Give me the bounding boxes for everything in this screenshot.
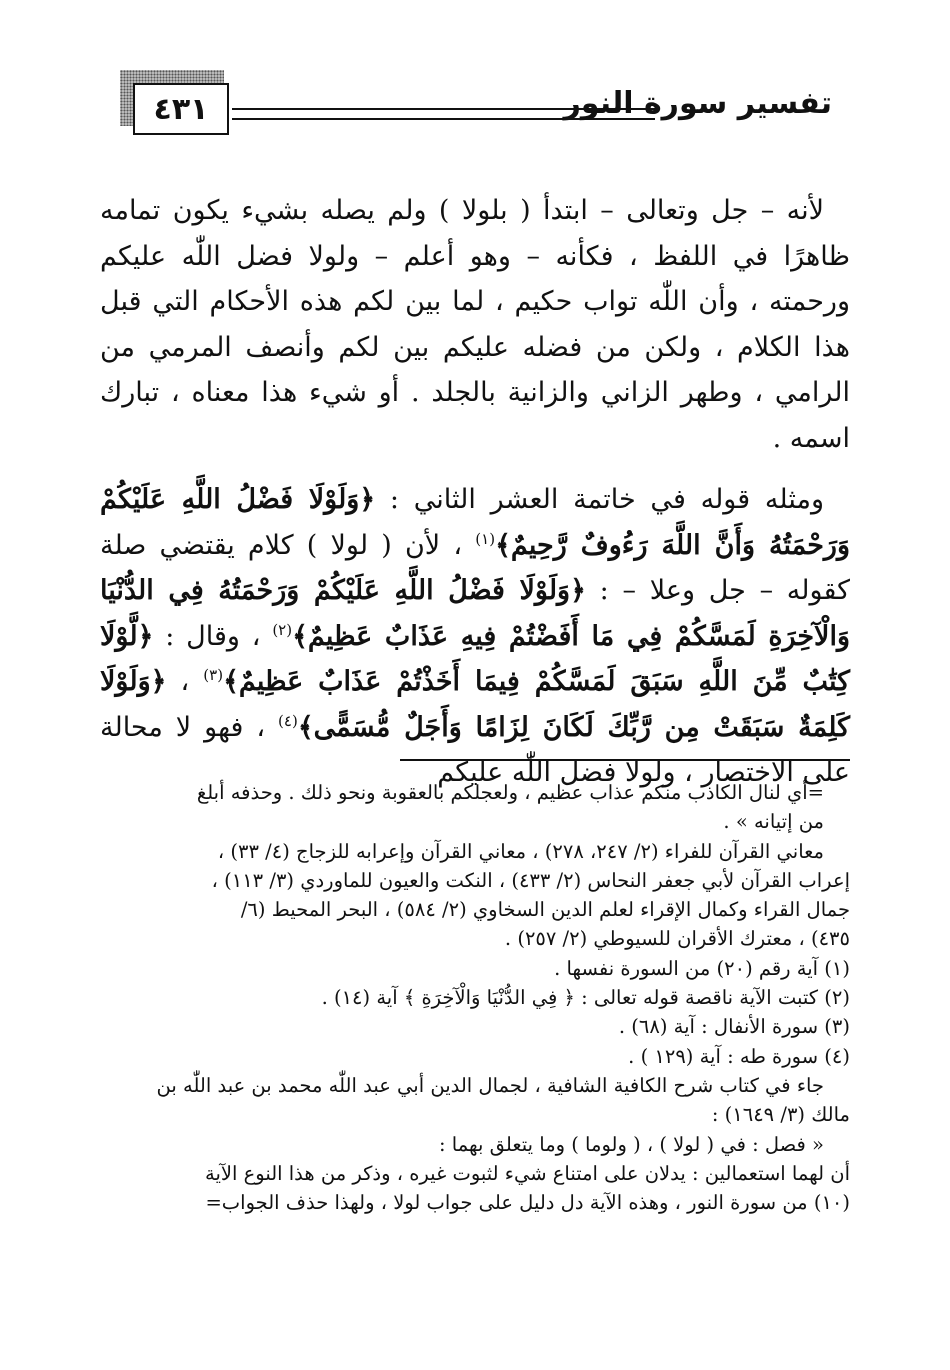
quran-verse-1: ﴿وَلَوْلَا فَضْلُ اللَّهِ عَلَيْكُمْ وَرَحْمَتُهُ وَأَنَّ اللَّهَ رَءُوفٌ رَّحِيمٌ﴾ (100, 484, 851, 561)
page-number-box (133, 83, 229, 135)
footnote-2: (٢) كتبت الآية ناقصة قوله تعالى : ﴿ فِي الدُّنْيَا وَالْآخِرَةِ ﴾ آية (١٤) . (321, 986, 850, 1010)
footnote-ref-1: (١) (475, 529, 496, 548)
header-double-rule (232, 108, 655, 120)
footnote-separator (400, 759, 850, 761)
main-text (100, 188, 850, 796)
footnote-4: (٤) سورة طه : آية (١٢٩ ) . (628, 1044, 850, 1068)
footnote-note-line: أن لهما استعمالين : يدلان على امتناع شيء لثبوت غيره ، وذكر من هذا النوع الآية (204, 1161, 850, 1185)
footnotes (100, 778, 850, 1217)
footnote-ref-2: (٢) (272, 620, 293, 639)
footnote-3: (٣) سورة الأنفال : آية (٦٨) . (618, 1015, 850, 1039)
footnote-note-line: (١٠) من سورة النور ، وهذه الآية دل دليل على جواب لولا ، ولهذا حذف الجواب= (205, 1191, 850, 1215)
paragraph-2-intro: ومثله قوله في خاتمة العشر الثاني : (389, 484, 824, 515)
quran-verse-2: ﴿وَلَوْلَا فَضْلُ اللَّهِ عَلَيْكُمْ وَرَحْمَتُهُ فِي الدُّنْيَا وَالْآخِرَةِ لَمَسَّكُمْ فِي مَا أَفَضْتُمْ فِيهِ عَذَابٌ عَظِيمٌ﴾ (100, 575, 850, 652)
footnote-ref-4: (٤) (278, 711, 298, 730)
footnote-continuation-line: من إتيانه » . (723, 810, 824, 834)
quran-verse-4: ﴿وَلَوْلَا كَلِمَةٌ سَبَقَتْ مِن رَّبِّكَ لَكَانَ لِزَامًا وَأَجَلٌ مُّسَمًّى﴾ (100, 666, 851, 743)
footnote-note-line: مالك (٣/ ١٦٤٩) : (711, 1103, 850, 1127)
page-number: ٤٣١ (153, 91, 209, 127)
paragraph-2-text-5: ، فهو لا محالة على الاختصار ، ولولا فضل اللّٰه عليكم (100, 711, 850, 788)
paragraph-1-text: لأنه – جل وتعالى – ابتدأ ( بلولا ) ولم يصله بشيء يكون تمامه ظاهرًا في اللفظ ، فكأنه – وهو أعلم – ولولا فضل اللّٰه عليكم ورحمته ، وأن اللّٰه تواب حكيم ، لما بين لكم هذه الأحكام التي قبل هذا الكلام ، ولكن من فضله عليكم بين لكم وأنصف المرمي من الرامي ، وطهر الزاني والزانية بالجلد . أو شيء هذا معناه ، تبارك اسمه . (100, 195, 850, 454)
running-title: تفسير سورة النور (563, 86, 832, 121)
quran-verse-3: ﴿لَّوْلَا كِتَٰبٌ مِّنَ اللَّهِ سَبَقَ لَمَسَّكُمْ فِيمَا أَخَذْتُمْ عَذَابٌ عَظِيمٌ﴾ (100, 620, 850, 697)
paragraph-1 (100, 188, 850, 461)
paragraph-2-text-3: ، وقال : (165, 620, 261, 652)
footnote-reference-line: ٤٣٥) ، معترك الأقران للسيوطي (٢/ ٢٥٧) . (504, 927, 850, 951)
paragraph-2-text-2: ، لأن ( لولا ) كلام يقتضي صلة كقوله – جل وعلا – : (100, 529, 850, 606)
footnote-note-line: جاء في كتاب شرح الكافية الشافية ، لجمال الدين أبي عبد اللّٰه محمد بن عبد اللّٰه بن (156, 1073, 824, 1097)
footnote-continuation-line: =أي لنال الكاذب منكم عذاب عظيم ، ولعجلكم بالعقوبة ونحو ذلك . وحذفه أبلغ (196, 781, 824, 804)
paragraph-2-text-4: ، (180, 666, 190, 697)
footnote-note-line: « فصل : في ( لولا ) ، ( ولوما ) وما يتعلق بهما : (439, 1132, 824, 1156)
footnote-ref-3: (٣) (203, 666, 224, 684)
footnote-1: (١) آية رقم (٢٠) من السورة نفسها . (554, 956, 850, 980)
footnote-reference-line: جمال القراء وكمال الإقراء لعلم الدين السخاوي (٢/ ٥٨٤) ، البحر المحيط (٦/ (240, 898, 850, 922)
paragraph-2 (100, 477, 850, 796)
footnote-reference-line: معاني القرآن للفراء (٢/ ٢٤٧، ٢٧٨) ، معاني القرآن وإعرابه للزجاج (٤/ ٣٣) ، (217, 839, 824, 863)
footnote-reference-line: إعراب القرآن لأبي جعفر النحاس (٢/ ٤٣٣) ، النكت والعيون للماوردي (٣/ ١١٣) ، (211, 868, 850, 892)
